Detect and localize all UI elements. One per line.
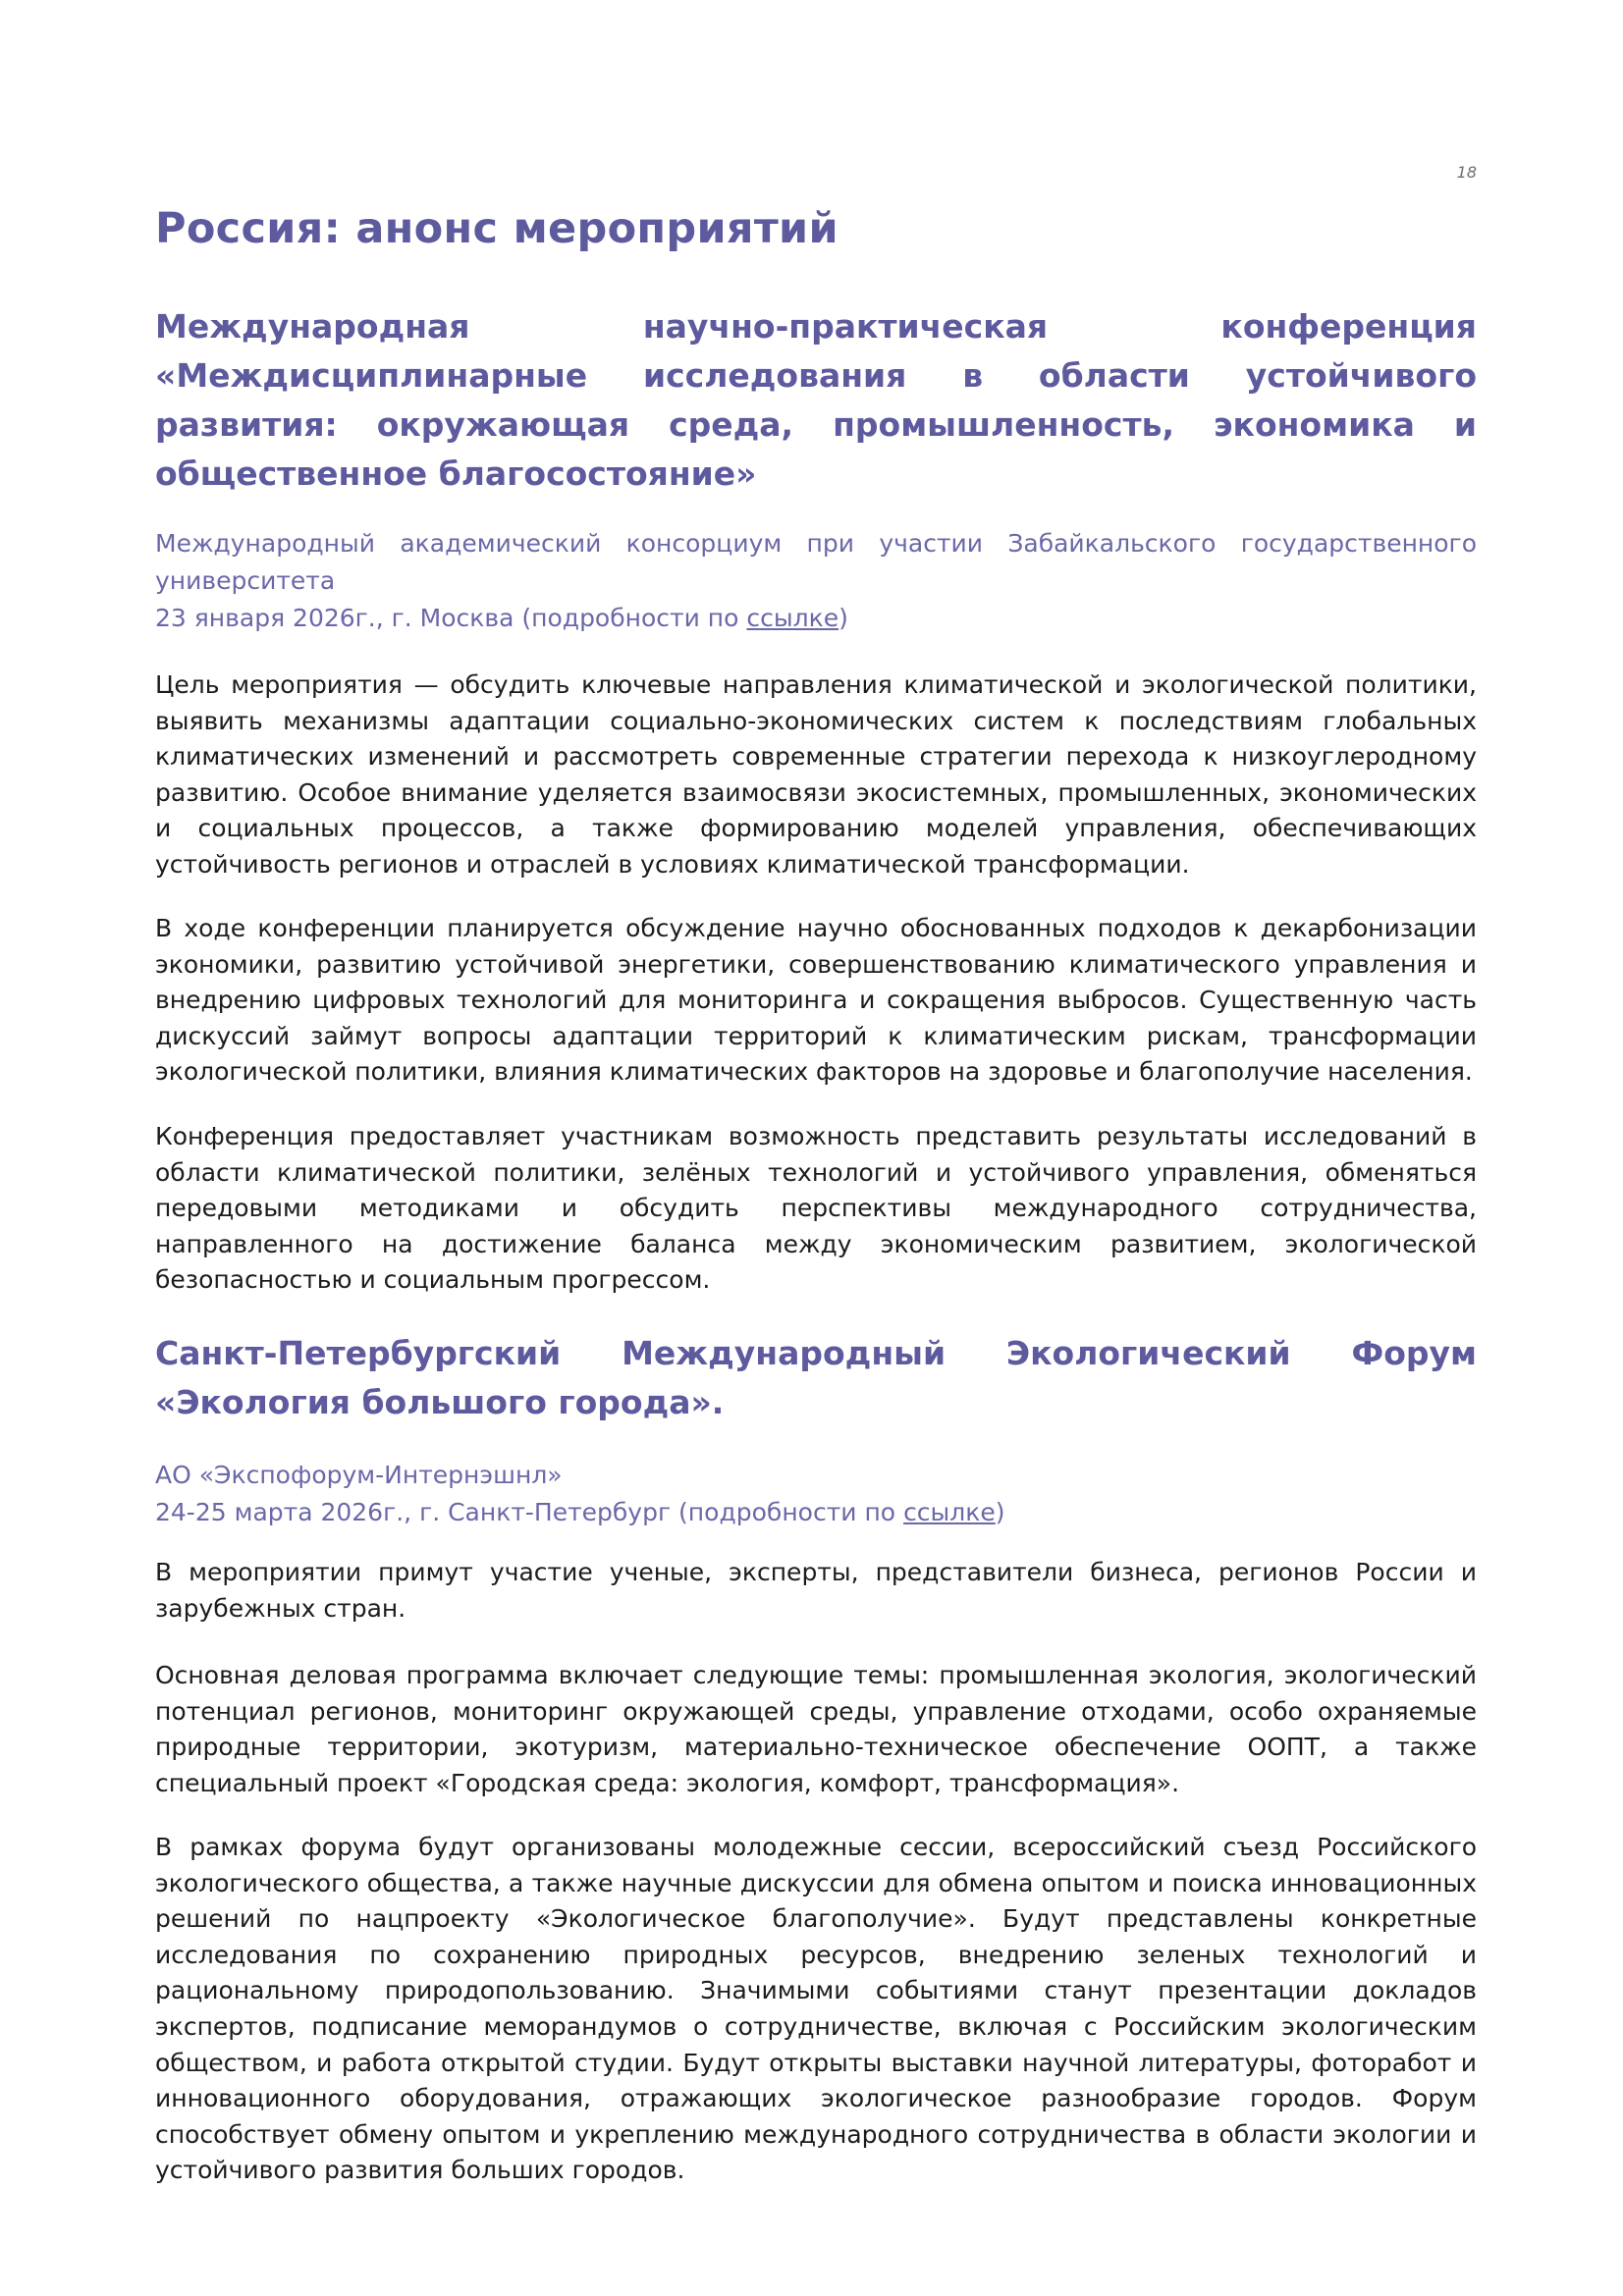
event-2-organizer: АО «Экспофорум-Интернэшнл» bbox=[155, 1461, 563, 1489]
paragraph: В рамках форума будут организованы молодежные сессии, всероссийский съезд Российского экологического общества, а также научные дискуссии для обмена опытом и поиска инновационных решений по нацпроекту «Экологическое благополучие». Будут представлены конкретные исследования по сохранению природных ресурсов, внедрению зеленых технологий и рациональному природопользованию. Значимыми событиями станут презентации докладов экспертов, подписание меморандумов о сотрудничестве, включая с Российским экологическим обществом, и работа открытой студии. Будут открыты выставки научной литературы, фоторабот и инновационного оборудования, отражающих экологическое разнообразие городов. Форум способствует обмену опытом и укреплению международного сотрудничества в области экологии и устойчивого развития больших городов. bbox=[155, 1833, 1477, 2185]
event-2-link-close: ) bbox=[995, 1498, 1005, 1526]
event-1-link-close: ) bbox=[839, 604, 848, 632]
paragraph: Цель мероприятия — обсудить ключевые направления климатической и экологической политики, выявить механизмы адаптации социально-экономических систем к последствиям глобальных климатических изменений и рассмотреть современные стратегии перехода к низкоуглеродному развитию. Особое внимание уделяется взаимосвязи экосистемных, промышленных, экономических и социальных процессов, а также формированию моделей управления, обеспечивающих устойчивость регионов и отраслей в условиях климатической трансформации. bbox=[155, 670, 1477, 879]
event-2-details-link[interactable]: ссылке bbox=[903, 1498, 996, 1526]
event-1-paragraph-2 bbox=[155, 911, 1477, 1091]
event-1-paragraph-1 bbox=[155, 667, 1477, 883]
event-1-details-link[interactable]: ссылке bbox=[746, 604, 839, 632]
paragraph: Основная деловая программа включает следующие темы: промышленная экология, экологический потенциал регионов, мониторинг окружающей среды, управление отходами, особо охраняемые природные территории, экотуризм, материально-техническое обеспечение ООПТ, а также специальный проект «Городская среда: экология, комфорт, трансформация». bbox=[155, 1661, 1477, 1797]
event-2 bbox=[155, 1329, 1477, 1427]
event-1-paragraph-3 bbox=[155, 1119, 1477, 1299]
event-2-meta bbox=[155, 1457, 1477, 1531]
paragraph: В мероприятии примут участие ученые, эксперты, представители бизнеса, регионов России и зарубежных стран. bbox=[155, 1558, 1477, 1623]
paragraph: Конференция предоставляет участникам возможность представить результаты исследований в области климатической политики, зелёных технологий и устойчивого управления, обменяться передовыми методиками и обсудить перспективы международного сотрудничества, направленного на достижение баланса между экономическим развитием, экологической безопасностью и социальным прогрессом. bbox=[155, 1122, 1477, 1295]
event-1-title: Международная научно-практическая конференция «Междисциплинарные исследования в области устойчивого развития: окружающая среда, промышленность, экономика и общественное благосостояние» bbox=[155, 307, 1477, 493]
event-1-organizer: Международный академический консорциум при участии Забайкальского государственного университета bbox=[155, 529, 1477, 595]
event-2-paragraph-2 bbox=[155, 1658, 1477, 1801]
page-number: 18 bbox=[1456, 163, 1477, 182]
event-2-paragraph-1 bbox=[155, 1555, 1477, 1627]
event-2-date-place bbox=[155, 1494, 1477, 1531]
event-2-paragraph-3 bbox=[155, 1830, 1477, 2189]
event-2-title: Санкт-Петербургский Международный Экологический Форум «Экология большого города». bbox=[155, 1334, 1477, 1421]
event-2-date-text: 24-25 марта 2026г., г. Санкт-Петербург (подробности по bbox=[155, 1498, 904, 1526]
paragraph: В ходе конференции планируется обсуждение научно обоснованных подходов к декарбонизации экономики, развитию устойчивой энергетики, совершенствованию климатического управления и внедрению цифровых технологий для мониторинга и сокращения выбросов. Существенную часть дискуссий займут вопросы адаптации территорий к климатическим рискам, трансформации экологической политики, влияния климатических факторов на здоровье и благополучие населения. bbox=[155, 914, 1477, 1087]
section-title: Россия: анонс мероприятий bbox=[155, 204, 839, 253]
event-1 bbox=[155, 302, 1477, 499]
event-1-date-text: 23 января 2026г., г. Москва (подробности по bbox=[155, 604, 747, 632]
event-1-meta bbox=[155, 525, 1477, 637]
event-1-date-place bbox=[155, 600, 1477, 637]
